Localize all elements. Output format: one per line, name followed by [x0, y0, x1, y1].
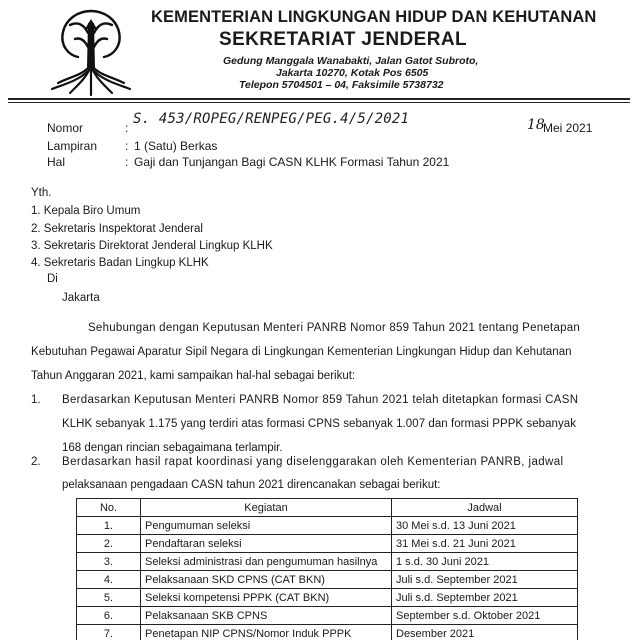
- salutation: Yth.: [31, 187, 52, 199]
- ministry-logo-icon: [48, 5, 134, 97]
- row-jadwal: September s.d. Oktober 2021: [392, 607, 578, 625]
- recipient-1: 1. Kepala Biro Umum: [31, 205, 141, 217]
- recipient-2: 2. Sekretaris Inspektorat Jenderal: [31, 223, 203, 235]
- header-jadwal: Jadwal: [392, 499, 578, 517]
- table-row: [77, 607, 578, 625]
- nomor-label: Nomor: [47, 121, 84, 135]
- row-no: 2.: [77, 535, 141, 553]
- address-line-2: Jakarta 10270, Kotak Pos 6505: [276, 67, 429, 79]
- point-1-number: 1.: [31, 394, 41, 406]
- row-kegiatan: Penetapan NIP CPNS/Nomor Induk PPPK: [141, 625, 392, 640]
- table-row: [77, 553, 578, 571]
- row-kegiatan: Pendaftaran seleksi: [141, 535, 392, 553]
- address-line-3: Telepon 5704501 – 04, Faksimile 5738732: [239, 79, 444, 91]
- address-line-1: Gedung Manggala Wanabakti, Jalan Gatot Subroto,: [223, 55, 479, 67]
- row-no: 5.: [77, 589, 141, 607]
- row-kegiatan: Seleksi administrasi dan pengumuman hasilnya: [141, 553, 392, 571]
- row-jadwal: 31 Mei s.d. 21 Juni 2021: [392, 535, 578, 553]
- schedule-table: [76, 498, 578, 640]
- row-no: 6.: [77, 607, 141, 625]
- hal-label: Hal: [47, 155, 66, 169]
- row-jadwal: Desember 2021: [392, 625, 578, 640]
- recipient-3: 3. Sekretaris Direktorat Jenderal Lingkup KLHK: [31, 240, 273, 252]
- row-kegiatan: Pengumuman seleksi: [141, 517, 392, 535]
- secretariat-name: SEKRETARIAT JENDERAL: [219, 29, 467, 50]
- intro-line-3: Tahun Anggaran 2021, kami sampaikan hal-hal sebagai berikut:: [31, 370, 356, 382]
- row-no: 3.: [77, 553, 141, 571]
- row-kegiatan: Pelaksanaan SKD CPNS (CAT BKN): [141, 571, 392, 589]
- header-no: No.: [77, 499, 141, 517]
- row-jadwal: 30 Mei s.d. 13 Juni 2021: [392, 517, 578, 535]
- table-row: [77, 589, 578, 607]
- point-2-number: 2.: [31, 456, 41, 468]
- lampiran-colon: :: [125, 139, 129, 153]
- lampiran-value: 1 (Satu) Berkas: [134, 139, 218, 153]
- intro-line-2: Kebutuhan Pegawai Aparatur Sipil Negara di Lingkungan Kementerian Lingkungan Hidup dan Kehutanan: [31, 346, 572, 358]
- letterhead-rule-thick: [8, 98, 630, 100]
- point-1-line-2: KLHK sebanyak 1.175 yang terdiri atas formasi CPNS sebanyak 1.007 dan formasi PPPK sebanyak: [62, 418, 577, 430]
- row-kegiatan: Pelaksanaan SKB CPNS: [141, 607, 392, 625]
- table-header-row: [77, 499, 578, 517]
- hal-value: Gaji dan Tunjangan Bagi CASN KLHK Formasi Tahun 2021: [134, 155, 450, 169]
- letterhead-rule-thin: [8, 102, 630, 103]
- row-kegiatan: Seleksi kompetensi PPPK (CAT BKN): [141, 589, 392, 607]
- row-no: 1.: [77, 517, 141, 535]
- row-no: 4.: [77, 571, 141, 589]
- point-2-line-2: pelaksanaan pengadaan CASN tahun 2021 direncanakan sebagai berikut:: [62, 479, 441, 491]
- row-jadwal: 1 s.d. 30 Juni 2021: [392, 553, 578, 571]
- nomor-colon: :: [125, 121, 129, 135]
- date-month-year: Mei 2021: [543, 121, 593, 135]
- ministry-name: KEMENTERIAN LINGKUNGAN HIDUP DAN KEHUTANAN: [151, 8, 597, 26]
- point-1-line-3: 168 dengan rincian sebagaimana terlampir.: [62, 442, 283, 454]
- table-row: [77, 535, 578, 553]
- recipient-di: Di: [47, 273, 58, 285]
- row-no: 7.: [77, 625, 141, 640]
- recipient-4: 4. Sekretaris Badan Lingkup KLHK: [31, 257, 209, 269]
- point-1-line-1: Berdasarkan Keputusan Menteri PANRB Nomor 859 Tahun 2021 telah ditetapkan formasi CASN: [62, 394, 579, 406]
- date-day-handwritten: 18: [527, 117, 545, 133]
- point-2-line-1: Berdasarkan hasil rapat koordinasi yang diselenggarakan oleh Kementerian PANRB, jadwal: [62, 456, 564, 468]
- intro-line-1: Sehubungan dengan Keputusan Menteri PANRB Nomor 859 Tahun 2021 tentang Penetapan: [88, 322, 581, 334]
- row-jadwal: Juli s.d. September 2021: [392, 589, 578, 607]
- table-row: [77, 625, 578, 640]
- row-jadwal: Juli s.d. September 2021: [392, 571, 578, 589]
- lampiran-label: Lampiran: [47, 139, 98, 153]
- recipient-city: Jakarta: [62, 292, 100, 304]
- table-row: [77, 571, 578, 589]
- table-row: [77, 517, 578, 535]
- nomor-handwritten: S. 453/ROPEG/RENPEG/PEG.4/5/2021: [133, 111, 410, 127]
- hal-colon: :: [125, 155, 129, 169]
- header-kegiatan: Kegiatan: [141, 499, 392, 517]
